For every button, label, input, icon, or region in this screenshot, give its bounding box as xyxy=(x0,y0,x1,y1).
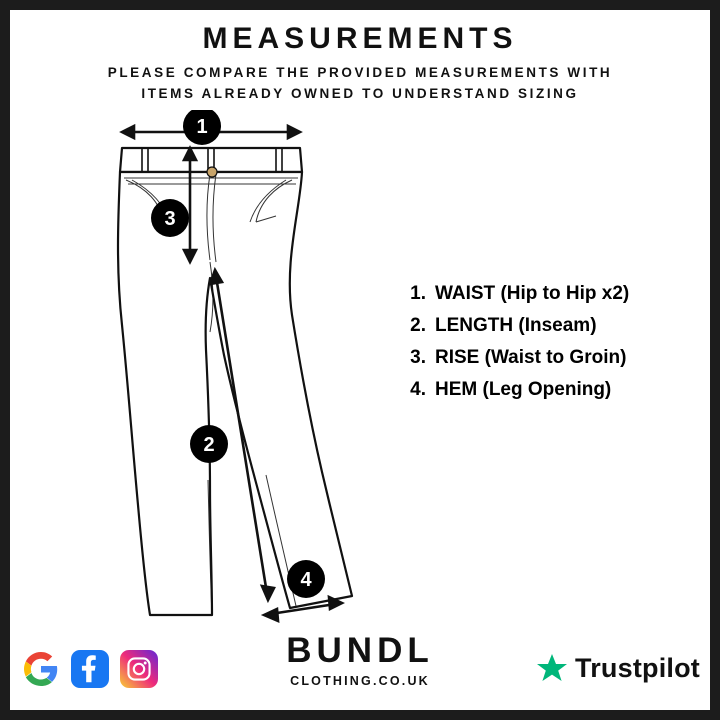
legend-label: LENGTH (Inseam) xyxy=(435,315,597,336)
legend-number: 1. xyxy=(410,283,426,304)
trustpilot-star-icon xyxy=(536,652,568,684)
subtitle-line-1: PLEASE COMPARE THE PROVIDED MEASUREMENTS WITH xyxy=(107,65,613,80)
frame-border-top xyxy=(0,0,720,10)
facebook-icon[interactable] xyxy=(71,650,109,688)
legend-number: 4. xyxy=(410,379,426,400)
marker-4 xyxy=(287,560,325,598)
legend-label: WAIST (Hip to Hip x2) xyxy=(435,283,630,304)
legend-item-waist xyxy=(396,283,696,305)
header xyxy=(0,22,720,105)
svg-text:1: 1 xyxy=(196,116,208,138)
svg-text:4: 4 xyxy=(300,569,312,591)
svg-text:2: 2 xyxy=(203,434,215,456)
social-links xyxy=(22,650,158,688)
jeans-diagram xyxy=(60,110,440,630)
marker-2 xyxy=(190,425,228,463)
legend-number: 2. xyxy=(410,315,426,336)
svg-text:3: 3 xyxy=(164,208,176,230)
footer xyxy=(0,610,720,710)
page-title: MEASUREMENTS xyxy=(202,22,518,55)
page-subtitle xyxy=(0,63,720,105)
legend-number: 3. xyxy=(410,347,426,368)
brand-website: CLOTHING.CO.UK xyxy=(290,674,430,688)
trustpilot-label: Trustpilot xyxy=(575,652,700,683)
google-icon[interactable] xyxy=(22,650,60,688)
measurement-legend xyxy=(396,283,696,411)
jeans-button xyxy=(207,167,217,177)
legend-item-rise xyxy=(396,347,696,369)
brand-name: BUNDL xyxy=(286,631,434,670)
instagram-icon[interactable] xyxy=(120,650,158,688)
brand-logo xyxy=(286,633,433,688)
frame-border-bottom xyxy=(0,710,720,720)
marker-1 xyxy=(183,110,221,145)
marker-3 xyxy=(151,199,189,237)
trustpilot-badge[interactable] xyxy=(536,652,700,684)
legend-label: RISE (Waist to Groin) xyxy=(435,347,627,368)
legend-item-hem xyxy=(396,379,696,401)
subtitle-line-2: ITEMS ALREADY OWNED TO UNDERSTAND SIZING xyxy=(141,85,579,101)
legend-item-length xyxy=(396,315,696,337)
legend-label: HEM (Leg Opening) xyxy=(435,379,612,400)
